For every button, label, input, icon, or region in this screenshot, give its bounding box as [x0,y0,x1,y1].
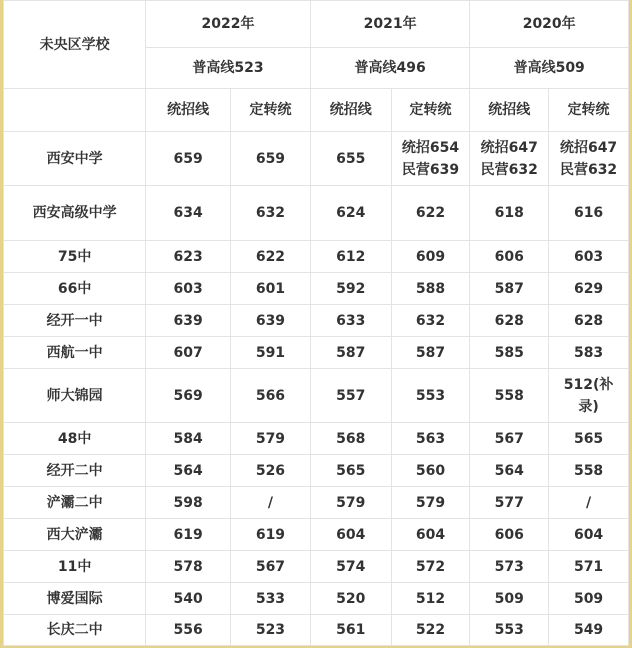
score-cell: 565 [310,455,391,487]
score-cell: 592 [310,273,391,305]
school-name-cell: 长庆二中 [4,615,146,646]
score-cell: / [231,487,311,519]
score-cell: 564 [470,455,549,487]
score-cell: 587 [391,337,470,369]
line-header-2022: 普高线523 [146,48,311,89]
score-cell: 655 [310,132,391,186]
score-cell-line: 统招654 [401,139,460,156]
table-row [4,241,629,273]
score-cell: 512 [391,583,470,615]
score-cell: 558 [549,455,629,487]
score-cell: 639 [231,305,311,337]
school-name-cell: 西大浐灞 [4,519,146,551]
score-cell: 634 [146,186,231,241]
score-cell: 629 [549,273,629,305]
score-cell: 604 [310,519,391,551]
score-cell: 623 [146,241,231,273]
school-column-header: 未央区学校 [4,1,146,89]
score-cell-line: 民营632 [559,161,618,178]
year-header-2020: 2020年 [470,1,629,48]
sub-header: 定转统 [549,89,629,132]
score-cell: 628 [549,305,629,337]
score-cell: 622 [391,186,470,241]
school-name-cell: 西航一中 [4,337,146,369]
table-row [4,583,629,615]
score-cell: 583 [549,337,629,369]
score-cell: 569 [146,369,231,423]
score-cell: 567 [231,551,311,583]
score-cell-line: 统招647 [559,139,618,156]
sub-header: 统招线 [146,89,231,132]
score-cell-line: 512(补 [563,376,614,393]
score-cell: 606 [470,241,549,273]
score-cell: 619 [231,519,311,551]
score-cell: 523 [231,615,311,646]
score-cell: 558 [470,369,549,423]
score-cell [470,132,549,186]
score-cell: 557 [310,369,391,423]
score-cell: 540 [146,583,231,615]
school-name-cell: 48中 [4,423,146,455]
score-cell: 632 [231,186,311,241]
score-cell: 572 [391,551,470,583]
table-row [4,615,629,646]
header-row-years [4,1,629,48]
sub-header: 定转统 [231,89,311,132]
score-cell: 659 [231,132,311,186]
school-name-cell: 经开一中 [4,305,146,337]
score-cell: 606 [470,519,549,551]
school-name-cell: 西安中学 [4,132,146,186]
score-cell: 553 [470,615,549,646]
score-cell-line: 录) [578,398,599,415]
score-cell: 607 [146,337,231,369]
table-row [4,132,629,186]
score-cell: 566 [231,369,311,423]
table-row [4,519,629,551]
line-header-2021: 普高线496 [310,48,470,89]
score-cell: 533 [231,583,311,615]
score-cell: 526 [231,455,311,487]
score-cell: 568 [310,423,391,455]
score-cell: 616 [549,186,629,241]
score-cell: 612 [310,241,391,273]
sub-header: 定转统 [391,89,470,132]
score-cell: 603 [549,241,629,273]
score-cell: 579 [231,423,311,455]
score-cell: 601 [231,273,311,305]
score-cell: 584 [146,423,231,455]
score-cell: 556 [146,615,231,646]
score-cell: 549 [549,615,629,646]
school-name-cell: 75中 [4,241,146,273]
score-cell: 632 [391,305,470,337]
score-cell: 585 [470,337,549,369]
score-cell-line: 民营639 [401,161,460,178]
score-cell: 591 [231,337,311,369]
score-cell: 588 [391,273,470,305]
score-cell: 604 [391,519,470,551]
score-cell: 639 [146,305,231,337]
school-name-cell: 66中 [4,273,146,305]
score-cell [549,132,629,186]
score-cell: 563 [391,423,470,455]
score-cell: 624 [310,186,391,241]
score-cell: 553 [391,369,470,423]
table-row [4,369,629,423]
blank-header-cell [4,89,146,132]
score-cell: 628 [470,305,549,337]
score-cell: 619 [146,519,231,551]
score-cell: 579 [391,487,470,519]
score-cell: 565 [549,423,629,455]
year-header-2021: 2021年 [310,1,470,48]
score-cell: 520 [310,583,391,615]
score-cell [549,369,629,423]
score-cell: 609 [391,241,470,273]
score-cell: 561 [310,615,391,646]
score-cell-line: 民营632 [480,161,538,178]
score-cell: 509 [470,583,549,615]
school-name-cell: 博爱国际 [4,583,146,615]
score-cell: 598 [146,487,231,519]
score-cell: 574 [310,551,391,583]
score-cell: 604 [549,519,629,551]
score-cell [391,132,470,186]
score-cell: 587 [470,273,549,305]
table-row [4,305,629,337]
score-cell: 564 [146,455,231,487]
score-cell: 622 [231,241,311,273]
score-cell: 571 [549,551,629,583]
school-name-cell: 浐灞二中 [4,487,146,519]
score-cell: 573 [470,551,549,583]
admission-score-table [3,0,629,646]
sub-header: 统招线 [310,89,391,132]
sub-header: 统招线 [470,89,549,132]
score-cell: 579 [310,487,391,519]
table-row [4,551,629,583]
line-header-2020: 普高线509 [470,48,629,89]
score-cell: 509 [549,583,629,615]
table-row [4,423,629,455]
header-row-subheaders [4,89,629,132]
score-cell: 659 [146,132,231,186]
table-row [4,455,629,487]
school-name-cell: 11中 [4,551,146,583]
table-row [4,273,629,305]
score-cell: 567 [470,423,549,455]
school-name-cell: 西安高级中学 [4,186,146,241]
table-row [4,337,629,369]
score-cell: 578 [146,551,231,583]
score-cell: 577 [470,487,549,519]
score-cell: 587 [310,337,391,369]
score-cell-line: 统招647 [480,139,538,156]
school-name-cell: 师大锦园 [4,369,146,423]
score-cell: 618 [470,186,549,241]
score-cell: / [549,487,629,519]
table-row [4,186,629,241]
score-cell: 560 [391,455,470,487]
score-cell: 633 [310,305,391,337]
score-cell: 603 [146,273,231,305]
year-header-2022: 2022年 [146,1,311,48]
school-name-cell: 经开二中 [4,455,146,487]
table-row [4,487,629,519]
score-cell: 522 [391,615,470,646]
